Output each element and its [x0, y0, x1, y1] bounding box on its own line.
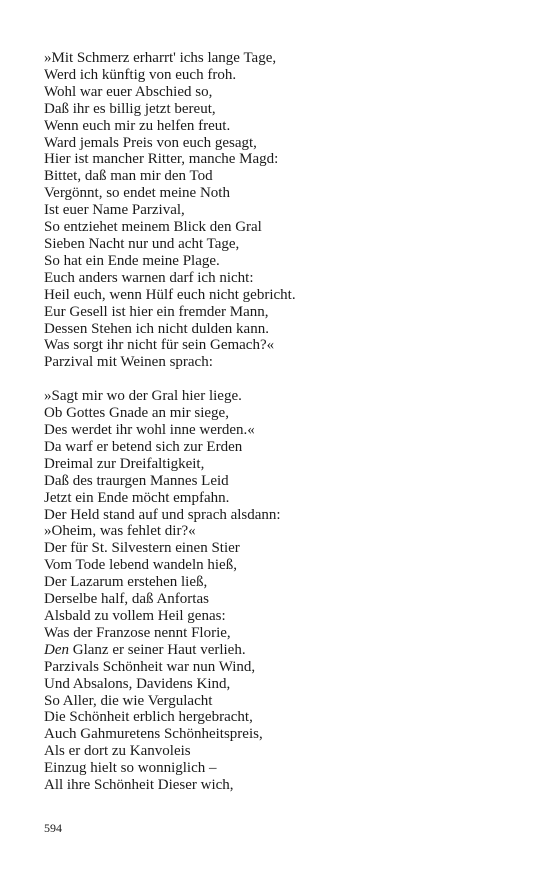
verse-line: Der Lazarum erstehen ließ, — [44, 574, 208, 591]
verse-line: So Aller, die wie Vergulacht — [44, 692, 213, 709]
verse-line: Alsbald zu vollem Heil genas: — [44, 608, 226, 624]
stanza-2 — [44, 388, 514, 794]
verse-line: »Oheim, was fehlet dir?« — [44, 523, 196, 540]
verse-line: Auch Gahmuretens Schönheitspreis, — [44, 726, 263, 743]
verse-line: Als er dort zu Kanvoleis — [44, 743, 191, 760]
verse-line: Parzivals Schönheit war nun Wind, — [44, 658, 256, 675]
verse-line: Daß des traurgen Mannes Leid — [44, 472, 229, 489]
verse-line: Werd ich künftig von euch froh. — [44, 66, 237, 83]
verse-line: Eur Gesell ist hier ein fremder Mann, — [44, 303, 269, 320]
verse-line: Und Absalons, Davidens Kind, — [44, 675, 231, 692]
verse-line: Daß ihr es billig jetzt bereut, — [44, 100, 216, 117]
verse-line: Was sorgt ihr nicht für sein Gemach?« — [44, 337, 275, 354]
verse-line: Da warf er betend sich zur Erden — [44, 438, 243, 455]
verse-line: Wohl war euer Abschied so, — [44, 83, 213, 100]
verse-line: Euch anders warnen darf ich nicht: — [44, 269, 254, 286]
verse-line: So hat ein Ende meine Plage. — [44, 252, 220, 269]
verse-line: Des werdet ihr wohl inne werden.« — [44, 422, 255, 439]
italic-word: Den — [44, 641, 69, 658]
verse-line: Sieben Nacht nur und acht Tage, — [44, 235, 240, 252]
verse-line: Einzug hielt so wonniglich – — [44, 760, 217, 777]
verse-line: Bittet, daß man mir den Tod — [44, 168, 213, 185]
verse-line: Der Held stand auf und sprach alsdann: — [44, 506, 281, 523]
verse-line: Vergönnt, so endet meine Noth — [44, 185, 230, 202]
verse-line: Wenn euch mir zu helfen freut. — [44, 117, 231, 134]
verse-line: So entziehet meinem Blick den Gral — [44, 219, 262, 236]
poem-text — [44, 50, 514, 794]
page-number: 594 — [44, 821, 62, 835]
verse-line: Derselbe half, daß Anfortas — [44, 591, 209, 608]
verse-line: Ob Gottes Gnade an mir siege, — [44, 405, 229, 422]
verse-line: »Mit Schmerz erharrt' ichs lange Tage, — [44, 50, 277, 66]
verse-line-rest: Glanz er seiner Haut verlieh. — [72, 641, 246, 658]
stanza-1 — [44, 50, 514, 371]
verse-line-with-italic — [44, 642, 514, 659]
verse-line: Die Schönheit erblich hergebracht, — [44, 709, 253, 726]
verse-line: Hier ist mancher Ritter, manche Magd: — [44, 151, 279, 168]
verse-line: Der für St. Silvestern einen Stier — [44, 540, 240, 557]
verse-line: Jetzt ein Ende möcht empfahn. — [44, 489, 230, 506]
verse-line: »Sagt mir wo der Gral hier liege. — [44, 388, 242, 405]
verse-line: Ward jemals Preis von euch gesagt, — [44, 134, 257, 151]
verse-line: Dessen Stehen ich nicht dulden kann. — [44, 320, 269, 337]
verse-line: Parzival mit Weinen sprach: — [44, 354, 213, 371]
verse-line: Was der Franzose nennt Florie, — [44, 624, 231, 641]
verse-line: Vom Tode lebend wandeln hieß, — [44, 557, 237, 574]
verse-line: Ist euer Name Parzival, — [44, 202, 185, 219]
verse-line: All ihre Schönheit Dieser wich, — [44, 777, 234, 794]
verse-line: Heil euch, wenn Hülf euch nicht gebricht. — [44, 286, 296, 303]
verse-line: Dreimal zur Dreifaltigkeit, — [44, 455, 205, 472]
